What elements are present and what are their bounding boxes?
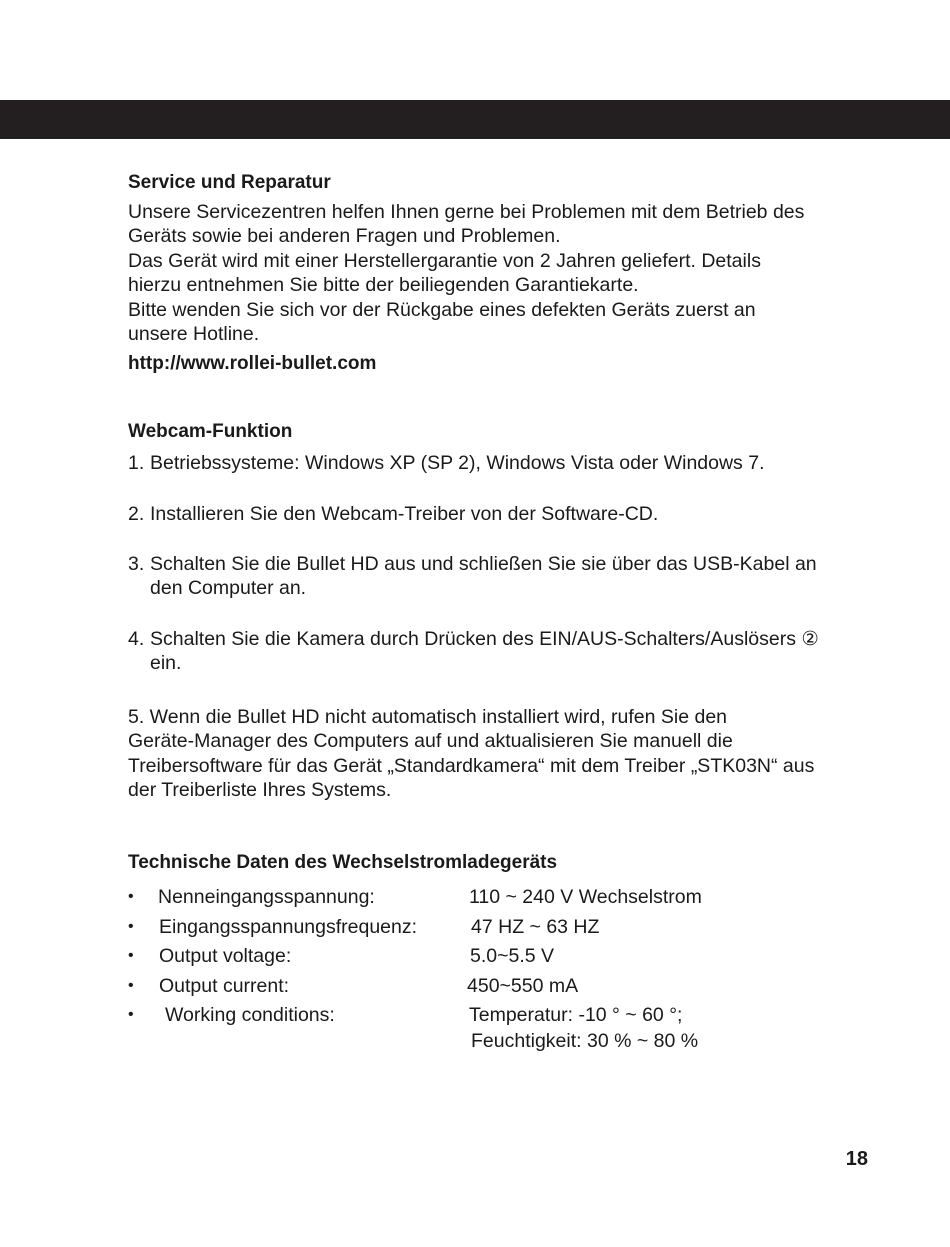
webcam-step-1 — [128, 451, 888, 475]
spec-row — [128, 915, 828, 939]
step-text: Schalten Sie die Bullet HD aus und schließen Sie sie über das USB-Kabel an — [150, 553, 817, 575]
webcam-step-5 — [128, 705, 888, 803]
step-text: Schalten Sie die Kamera durch Drücken des EIN/AUS-Schalters/Auslösers ② — [150, 628, 819, 650]
webcam-step-4 — [128, 627, 888, 676]
service-line: hierzu entnehmen Sie bitte der beiliegenden Garantiekarte. — [128, 274, 639, 297]
header-bar — [0, 100, 950, 139]
service-line: unsere Hotline. — [128, 323, 260, 346]
service-line: Geräts sowie bei anderen Fragen und Problemen. — [128, 225, 561, 248]
step-number: 2. — [128, 503, 145, 525]
step5-line: Treibersoftware für das Gerät „Standardkamera“ mit dem Treiber „STK03N“ aus — [128, 754, 815, 777]
spec-row — [128, 974, 828, 998]
spec-value: 47 HZ ~ 63 HZ — [471, 916, 600, 938]
bullet-icon: • — [128, 1006, 134, 1023]
service-line: Unsere Servicezentren helfen Ihnen gerne bei Problemen mit dem Betrieb des — [128, 201, 805, 223]
bullet-icon: • — [128, 918, 134, 935]
spec-label: Output current: — [159, 975, 290, 997]
spec-row — [128, 944, 828, 968]
step-text-continued: den Computer an. — [150, 577, 307, 600]
spec-value: 5.0~5.5 V — [470, 945, 555, 967]
step-text: Betriebssysteme: Windows XP (SP 2), Windows Vista oder Windows 7. — [150, 452, 765, 474]
step-number: 3. — [128, 553, 145, 575]
page-number: 18 — [845, 1148, 868, 1170]
spec-value: 450~550 mA — [467, 975, 579, 997]
spec-label: Working conditions: — [165, 1004, 335, 1026]
spec-value: Temperatur: -10 ° ~ 60 °; — [469, 1004, 683, 1026]
bullet-icon: • — [128, 888, 134, 905]
spec-label: Nenneingangsspannung: — [158, 886, 375, 908]
spec-row — [128, 1003, 828, 1027]
spec-value: 110 ~ 240 V Wechselstrom — [469, 886, 702, 908]
spec-row-continued — [128, 1029, 828, 1053]
spec-label: Eingangsspannungsfrequenz: — [159, 916, 418, 938]
step-number: 4. — [128, 628, 145, 650]
service-line: Das Gerät wird mit einer Herstellergarantie von 2 Jahren geliefert. Details — [128, 249, 761, 272]
bullet-icon: • — [128, 947, 134, 964]
spec-label: Output voltage: — [159, 945, 292, 967]
bullet-icon: • — [128, 977, 134, 994]
step-text-continued: ein. — [150, 652, 182, 675]
spec-row — [128, 885, 828, 909]
step-text: Installieren Sie den Webcam-Treiber von der Software-CD. — [150, 503, 659, 525]
spec-value: Feuchtigkeit: 30 % ~ 80 % — [471, 1030, 699, 1052]
service-line: Bitte wenden Sie sich vor der Rückgabe eines defekten Geräts zuerst an — [128, 298, 756, 321]
webcam-heading: Webcam-Funktion — [128, 421, 293, 442]
service-text — [128, 200, 888, 346]
webcam-step-2 — [128, 502, 888, 526]
step5-line: der Treiberliste Ihres Systems. — [128, 779, 392, 802]
step-number: 1. — [128, 452, 145, 474]
webcam-step-3 — [128, 552, 888, 601]
specs-heading: Technische Daten des Wechselstromladegeräts — [128, 852, 558, 873]
website-link[interactable]: http://www.rollei-bullet.com — [128, 353, 377, 374]
step5-line: Geräte-Manager des Computers auf und aktualisieren Sie manuell die — [128, 730, 733, 753]
service-heading: Service und Reparatur — [128, 172, 331, 193]
step5-line: 5. Wenn die Bullet HD nicht automatisch installiert wird, rufen Sie den — [128, 706, 728, 728]
